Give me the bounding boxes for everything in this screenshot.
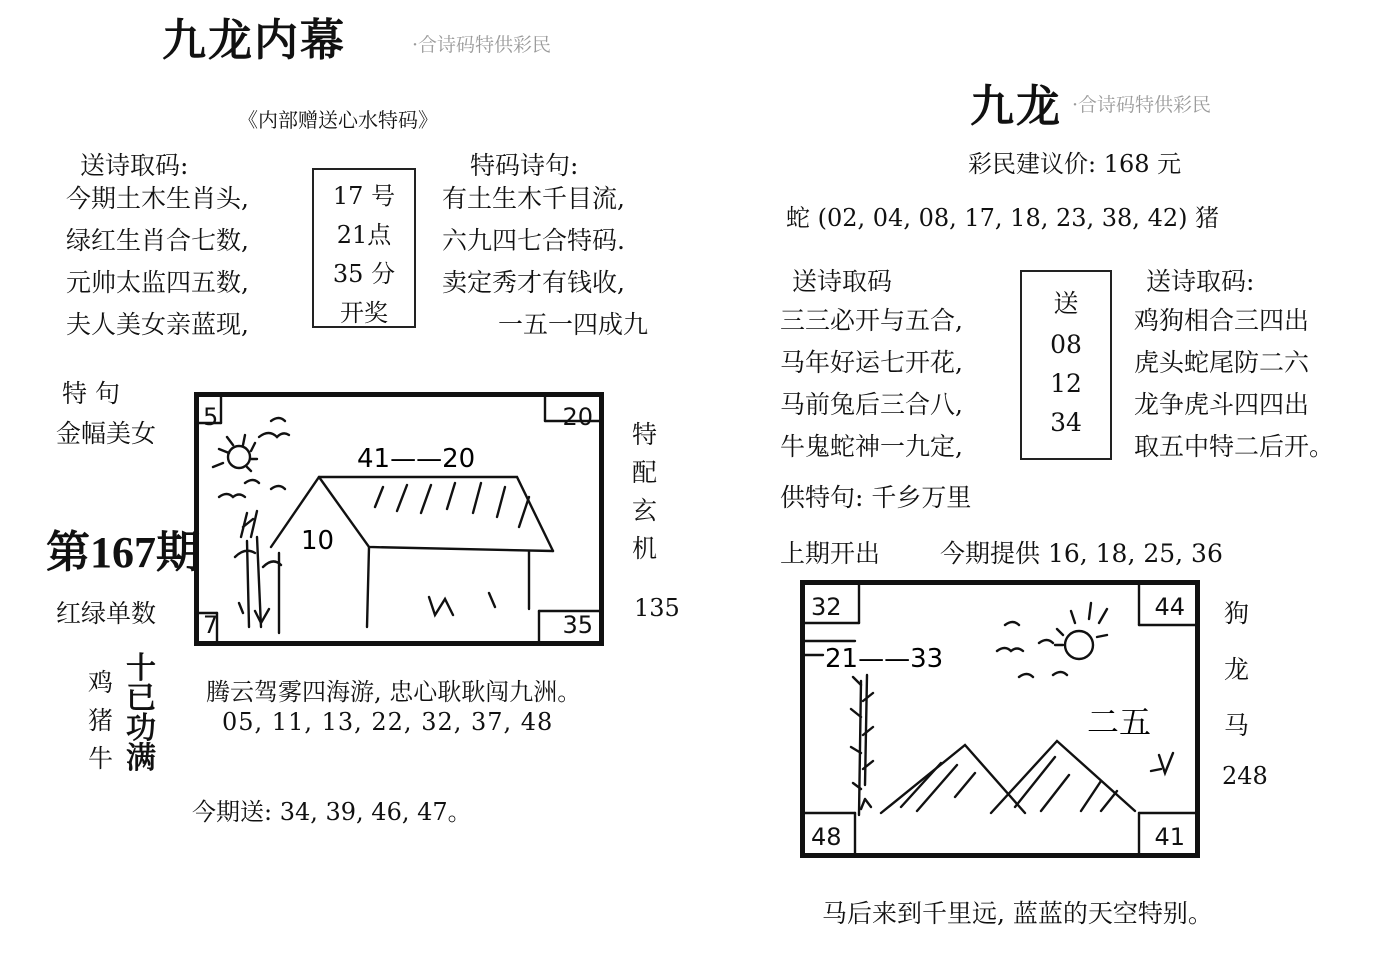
corner-number: 41 (1154, 823, 1185, 851)
side-char: 狗 (1224, 599, 1250, 628)
poem-line: 六九四七合特码. (442, 226, 625, 255)
left-picture-frame (194, 392, 604, 646)
draw-box-line: 17 号 (332, 182, 396, 210)
right-poem2 (1134, 300, 1334, 468)
phrase-char: 功 (126, 711, 156, 746)
zodiac-column (88, 664, 113, 778)
right-side-number: 248 (1222, 762, 1268, 790)
draw-box-line: 21点 (336, 221, 392, 249)
poem-line: 鸡狗相合三四出 (1134, 306, 1310, 335)
poem-line: 有土生木千目流, (442, 184, 625, 213)
send-box-line: 34 (1050, 408, 1082, 437)
draw-box-line: 开奖 (340, 299, 388, 327)
side-char: 玄 (632, 496, 658, 525)
right-poem2-heading: 送诗取码: (1146, 267, 1255, 296)
left-title-note: ·合诗码特供彩民 (412, 34, 552, 56)
zodiac-char: 猪 (88, 706, 114, 735)
left-red-green: 红绿单数 (56, 599, 157, 628)
left-subtitle: 《内部赠送心水特码》 (238, 108, 438, 132)
left-poem2 (442, 178, 648, 346)
sketch-label: 41——20 (357, 444, 476, 474)
left-numbers: 05, 11, 13, 22, 32, 37, 48 (222, 708, 554, 736)
side-char: 机 (632, 534, 658, 563)
right-landscape-sketch (805, 585, 1195, 853)
zodiac-char: 鸡 (88, 668, 114, 697)
phrase-char: 已 (126, 681, 156, 716)
poem-line: 牛鬼蛇神一九定, (780, 432, 963, 461)
poem-line: 龙争虎斗四四出 (1134, 390, 1310, 419)
right-send-box (1020, 270, 1112, 460)
left-draw-time-box (312, 168, 416, 328)
corner-number: 48 (811, 823, 842, 851)
draw-box-line: 35 分 (332, 260, 396, 288)
zodiac-char: 牛 (88, 744, 114, 773)
sketch-house-number: 10 (301, 526, 335, 556)
issue-number: 第167期 (46, 528, 200, 577)
left-special-label: 特 句 (62, 379, 120, 408)
right-poem1-heading: 送诗取码 (792, 267, 893, 296)
left-special-phrase: 金幅美女 (56, 419, 157, 448)
right-provide: 今期提供 16, 18, 25, 36 (940, 539, 1223, 568)
side-char: 马 (1224, 711, 1250, 740)
right-title: 九龙 (970, 81, 1062, 132)
right-bottom-line: 马后来到千里远, 蓝蓝的天空特别。 (822, 899, 1213, 928)
right-price: 彩民建议价: 168 元 (968, 150, 1182, 178)
phrase-char: 十 (126, 651, 156, 686)
left-poem1 (66, 178, 249, 346)
poem-line: 元帅太监四五数, (66, 268, 249, 297)
side-char: 特 (632, 420, 658, 449)
poem-line: 一五一四成九 (498, 310, 649, 339)
right-last-issue: 上期开出 (780, 539, 881, 568)
send-box-line: 12 (1050, 369, 1082, 398)
left-poem-line: 腾云驾雾四海游, 忠心耿耿闯九洲。 (206, 678, 582, 706)
send-box-line: 08 (1050, 330, 1082, 359)
corner-number: 32 (811, 593, 842, 621)
right-poem1 (780, 300, 963, 468)
poem-line: 马前兔后三合八, (780, 390, 963, 419)
left-side-vertical (632, 416, 657, 568)
poem-line: 夫人美女亲蓝现, (66, 310, 249, 339)
sketch-five-text: 二五 (1087, 703, 1152, 741)
poem-line: 马年好运七开花, (780, 348, 963, 377)
phrase-column (126, 651, 156, 776)
send-box-line: 送 (1053, 289, 1079, 318)
right-side-vertical (1224, 586, 1249, 754)
phrase-char: 满 (126, 741, 156, 776)
side-char: 龙 (1224, 655, 1250, 684)
left-send-line: 今期送: 34, 39, 46, 47。 (192, 798, 472, 826)
corner-number: 20 (562, 403, 593, 431)
corner-number: 44 (1154, 593, 1185, 621)
left-poem2-heading: 特码诗句: (470, 151, 579, 180)
corner-number: 5 (203, 403, 219, 431)
side-char: 配 (632, 458, 658, 487)
right-special-line: 供特句: 千乡万里 (780, 483, 972, 512)
left-house-sketch (199, 397, 599, 641)
right-picture-frame (800, 580, 1200, 858)
corner-number: 7 (203, 611, 219, 639)
poem-line: 虎头蛇尾防二六 (1134, 348, 1310, 377)
poem-line: 三三必开与五合, (780, 306, 963, 335)
right-snake-line: 蛇 (02, 04, 08, 17, 18, 23, 38, 42) 猪 (786, 204, 1220, 232)
left-title: 九龙内幕 (162, 15, 346, 66)
poem-line: 今期土木生肖头, (66, 184, 249, 213)
poem-line: 取五中特二后开。 (1134, 432, 1335, 461)
right-title-note: ·合诗码特供彩民 (1072, 94, 1212, 116)
poem-line: 卖定秀才有钱收, (442, 268, 625, 297)
sketch-label: 21——33 (825, 644, 944, 674)
corner-number: 35 (562, 611, 593, 639)
left-poem1-heading: 送诗取码: (80, 151, 189, 180)
poem-line: 绿红生肖合七数, (66, 226, 249, 255)
left-side-number: 135 (634, 594, 680, 622)
